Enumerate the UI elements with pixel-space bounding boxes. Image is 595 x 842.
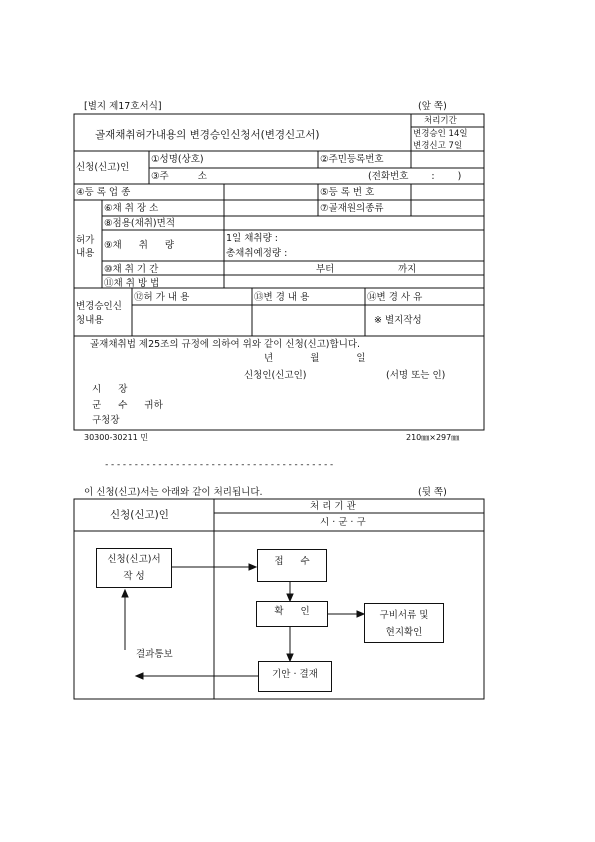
page-side-back: (뒷 쪽) <box>418 487 447 498</box>
step-write-label: 신청(신고)서 작 성 <box>107 554 161 582</box>
daily-amount-label: 1일 채취량 : <box>226 233 278 244</box>
change-content-label: ⑬변 경 내 용 <box>254 292 310 303</box>
change-reason-label: ⑭변 경 사 유 <box>367 292 423 303</box>
back-col-applicant: 신청(신고)인 <box>110 509 169 521</box>
registration-number-label: ⑤등 록 번 호 <box>320 187 375 198</box>
phone-label: (전화번호 : ) <box>368 171 462 182</box>
processing-report-days: 변경신고 7일 <box>413 141 463 151</box>
step-approve-label: 기안 · 결재 <box>272 669 318 680</box>
processing-period-label: 처리기간 <box>424 116 457 126</box>
step-confirm-box <box>256 601 328 627</box>
applicant-section-label: 신청(신고)인 <box>76 162 130 173</box>
area-label: ⑧점용(채취)면적 <box>104 218 175 229</box>
period-from: 부터 <box>316 264 335 275</box>
step-receive-box <box>257 549 327 582</box>
business-type-label: ④등 록 업 종 <box>76 187 131 198</box>
method-label: ⑪채 취 방 법 <box>104 278 160 289</box>
step-receive-label: 접 수 <box>274 556 310 567</box>
step-write-box <box>96 548 172 588</box>
back-intro: 이 신청(신고)서는 아래와 같이 처리됩니다. <box>84 487 263 498</box>
amount-label: ⑨채 취 량 <box>104 240 175 251</box>
permit-content-label: ⑫허 가 내 용 <box>134 292 190 303</box>
processing-approval-days: 변경승인 14일 <box>413 129 468 139</box>
form-title: 골재채취허가내용의 변경승인신청서(변경신고서) <box>95 129 320 141</box>
paper-size: 210㎜×297㎜ <box>406 433 460 442</box>
form-number: [별지 제17호서식] <box>84 101 162 112</box>
attachment-note: ※ 별지작성 <box>374 315 422 326</box>
change-section-label: 변경승인신청내용 <box>76 301 122 326</box>
page-side-front: (앞 쪽) <box>418 101 447 112</box>
step-docs-label: 구비서류 및 현지확인 <box>379 610 429 638</box>
period-label: ⑩채 취 기 간 <box>104 264 159 275</box>
site-label: ⑥채 취 장 소 <box>104 203 159 214</box>
step-docs-box <box>364 603 444 643</box>
recipient-county: 군 수 귀하 <box>92 400 163 411</box>
declaration-text: 골재채취법 제25조의 규정에 의하여 위와 같이 신청(신고)합니다. <box>90 339 361 350</box>
reg-number-label: ②주민등록번호 <box>320 154 384 165</box>
signature-label: (서명 또는 인) <box>386 370 446 381</box>
step-confirm-label: 확 인 <box>274 606 310 617</box>
address-label: ③주 소 <box>151 171 207 182</box>
cut-line: --------------------------------------- <box>104 460 335 470</box>
recipient-district: 구청장 <box>92 415 120 426</box>
step-notify-label: 결과통보 <box>136 649 173 660</box>
name-label: ①성명(상호) <box>151 154 204 165</box>
period-to: 까지 <box>398 264 417 275</box>
total-amount-label: 총채취예정량 : <box>226 248 288 259</box>
aggregate-type-label: ⑦골재원의종류 <box>320 203 384 214</box>
step-approve-box <box>258 661 332 692</box>
back-col-agency: 처 리 기 관 <box>310 501 356 512</box>
permit-section-label: 허가내용 <box>76 235 95 259</box>
form-code: 30300-30211 민 <box>84 433 149 442</box>
date-line: 년 월 일 <box>264 353 366 364</box>
back-col-agency-sub: 시 · 군 · 구 <box>320 517 366 528</box>
recipient-mayor: 시 장 <box>92 384 128 395</box>
signer-label: 신청인(신고인) <box>244 370 307 381</box>
